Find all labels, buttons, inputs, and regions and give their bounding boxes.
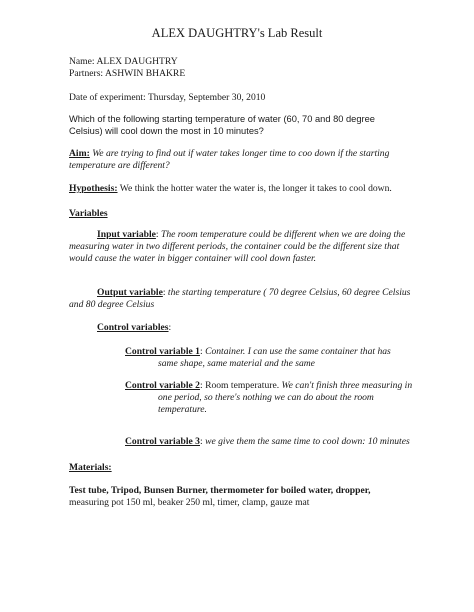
input-variable-line-1: Input variable: The room temperature could be different when we are doing the <box>97 229 406 240</box>
materials-heading: Materials: <box>69 462 112 473</box>
control-variable-3-text: we give them the same time to cool down: 10 minutes <box>205 436 410 447</box>
hypothesis-line <box>69 183 392 194</box>
output-variable-text: the starting temperature ( 70 degree Celsius, 60 degree Celsius <box>167 287 411 298</box>
input-variable-label: Input variable <box>97 229 156 240</box>
control-variable-2-label: Control variable 2 <box>125 380 200 391</box>
control-variable-3-label: Control variable 3 <box>125 436 200 447</box>
variables-heading: Variables <box>69 208 108 219</box>
date-line: Date of experiment: Thursday, September 30, 2010 <box>69 92 266 103</box>
question-line-1: Which of the following starting temperature of water (60, 70 and 80 degree <box>69 114 375 124</box>
output-variable-line-2: and 80 degree Celsius <box>69 299 155 310</box>
control-variable-2-line-1: Control variable 2: Room temperature. We can't finish three measuring in <box>125 380 413 391</box>
aim-line-1 <box>69 148 389 159</box>
control-variable-1-label: Control variable 1 <box>125 346 200 357</box>
control-variable-1-text: Container. I can use the same container that has <box>205 346 391 357</box>
output-variable-line-1: Output variable: the starting temperature ( 70 degree Celsius, 60 degree Celsius <box>97 287 411 298</box>
control-variable-2-plain: Room temperature. <box>205 380 280 391</box>
input-variable-line-2: measuring water in two different periods, the container could be the different size that <box>69 241 400 252</box>
page-title: ALEX DAUGHTRY's Lab Result <box>151 26 323 40</box>
hypothesis-label: Hypothesis: <box>69 183 118 194</box>
hypothesis-text: We think the hotter water the water is, the longer it takes to cool down. <box>119 183 392 194</box>
materials-line-1: Test tube, Tripod, Bunsen Burner, thermometer for boiled water, dropper, <box>69 485 371 496</box>
partners-line: Partners: ASHWIN BHAKRE <box>69 68 186 79</box>
control-variable-2-line-2: one period, so there's nothing we can do about the room <box>158 392 374 403</box>
question-line-2: Celsius) will cool down the most in 10 minutes? <box>69 126 264 136</box>
input-variable-line-3: would cause the water in bigger container will cool down faster. <box>69 253 317 264</box>
materials-line-2: measuring pot 150 ml, beaker 250 ml, timer, clamp, gauze mat <box>69 497 310 508</box>
control-variable-1-line-1: Control variable 1: Container. I can use the same container that has <box>125 346 391 357</box>
output-variable-label: Output variable <box>97 287 163 298</box>
aim-line-2: temperature are different? <box>69 160 170 171</box>
control-variable-2-italic: We can't finish three measuring in <box>281 380 413 391</box>
control-variables-heading: Control variables <box>97 322 169 333</box>
name-line: Name: ALEX DAUGHTRY <box>69 56 178 67</box>
control-variable-1-line-2: same shape, same material and the same <box>158 358 315 369</box>
control-variable-2-line-3: temperature. <box>158 404 207 415</box>
control-variable-3-line: Control variable 3: we give them the same time to cool down: 10 minutes <box>125 436 410 447</box>
input-variable-text: The room temperature could be different when we are doing the <box>161 229 406 240</box>
aim-label: Aim: <box>69 148 90 159</box>
aim-text: We are trying to find out if water takes longer time to coo down if the starting <box>92 148 390 159</box>
control-variables-heading-line: Control variables: <box>97 322 172 333</box>
